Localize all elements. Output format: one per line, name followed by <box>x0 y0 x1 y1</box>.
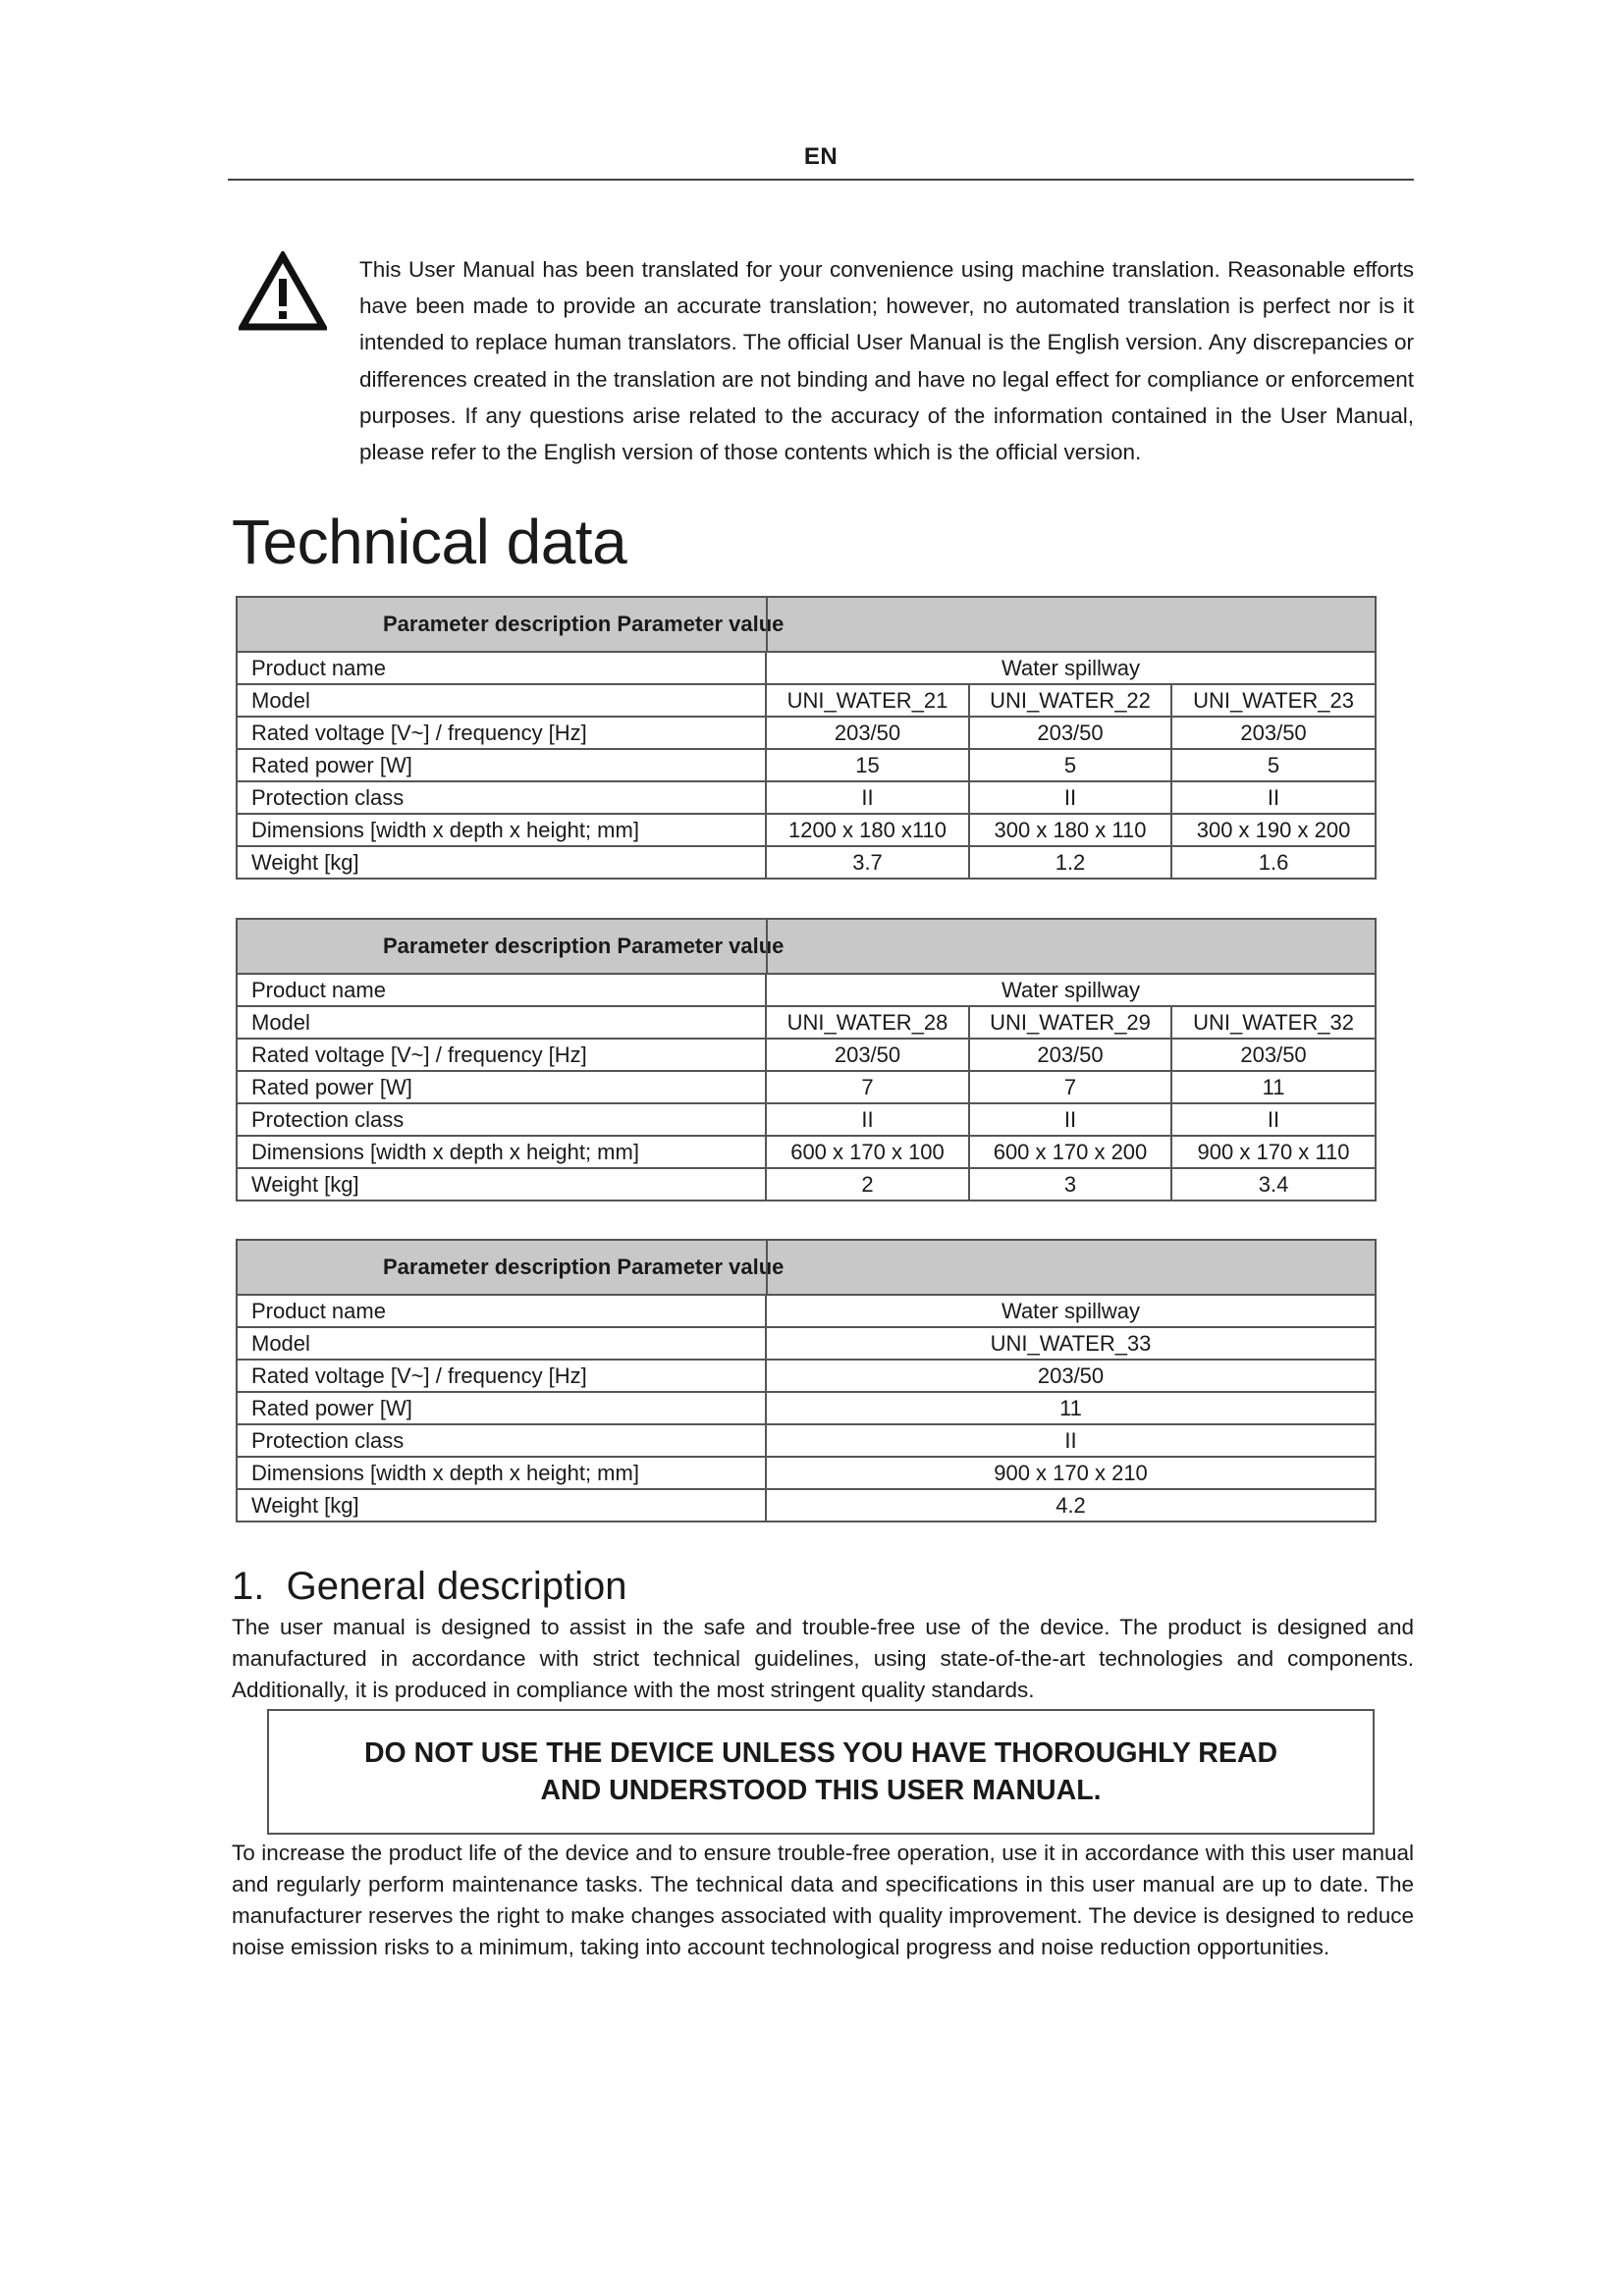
table-row <box>237 717 1376 749</box>
product-name-value: Water spillway <box>766 974 1376 1006</box>
row-label-dimensions: Dimensions [width x depth x height; mm] <box>237 814 766 846</box>
warning-triangle-icon <box>239 251 327 332</box>
dimensions-value: 300 x 190 x 200 <box>1171 814 1376 846</box>
row-label-product-name: Product name <box>237 974 766 1006</box>
product-name-value: Water spillway <box>766 1295 1376 1327</box>
model-value: UNI_WATER_21 <box>766 684 969 717</box>
spec-table-3 <box>236 1239 1377 1522</box>
read-manual-warning-text: DO NOT USE THE DEVICE UNLESS YOU HAVE THOROUGHLY READ AND UNDERSTOOD THIS USER MANUAL. <box>363 1737 1278 1806</box>
model-value: UNI_WATER_28 <box>766 1006 969 1039</box>
table-row <box>237 652 1376 684</box>
row-label-voltage: Rated voltage [V~] / frequency [Hz] <box>237 1039 766 1071</box>
table-row <box>237 1103 1376 1136</box>
row-label-product-name: Product name <box>237 1295 766 1327</box>
product-name-value: Water spillway <box>766 652 1376 684</box>
row-label-power: Rated power [W] <box>237 749 766 781</box>
table-row <box>237 1360 1376 1392</box>
weight-value: 3.7 <box>766 846 969 879</box>
row-label-dimensions: Dimensions [width x depth x height; mm] <box>237 1136 766 1168</box>
row-label-model: Model <box>237 684 766 717</box>
table-row <box>237 1489 1376 1522</box>
language-label: EN <box>803 143 839 170</box>
power-value: 7 <box>969 1071 1171 1103</box>
general-body-paragraph: To increase the product life of the device and to ensure trouble-free operation, use it in accordance with this user manual and regularly perform maintenance tasks. The technical data and specifications in this user manual are up to date. The manufacturer reserves the right to make changes associated with quality improvement. The device is designed to reduce noise emission risks to a minimum, taking into account technological progress and noise reduction opportunities. <box>232 1841 1414 1959</box>
protection-value: II <box>766 781 969 814</box>
voltage-value: 203/50 <box>969 1039 1171 1071</box>
power-value: 5 <box>969 749 1171 781</box>
power-value: 7 <box>766 1071 969 1103</box>
row-label-dimensions: Dimensions [width x depth x height; mm] <box>237 1457 766 1489</box>
protection-value: II <box>969 1103 1171 1136</box>
table-row <box>237 781 1376 814</box>
row-label-protection: Protection class <box>237 1103 766 1136</box>
dimensions-value: 300 x 180 x 110 <box>969 814 1171 846</box>
row-label-weight: Weight [kg] <box>237 1489 766 1522</box>
weight-value: 3 <box>969 1168 1171 1201</box>
table-row <box>237 684 1376 717</box>
row-label-weight: Weight [kg] <box>237 846 766 879</box>
protection-value: II <box>766 1424 1376 1457</box>
table-row <box>237 974 1376 1006</box>
translation-notice: This User Manual has been translated for your convenience using machine translation. Reasonable efforts have been made to provide an accurate translation; however, no automated translation is perfect nor is it intended to replace human translators. The official User Manual is the English version. Any discrepancies or differences created in the translation are not binding and have no legal effect for compliance or enforcement purposes. If any questions arise related to the accuracy of the information contained in the User Manual, please refer to the English version of those contents which is the official version. <box>359 257 1414 465</box>
table-row <box>237 1295 1376 1327</box>
table-row <box>237 1006 1376 1039</box>
table-row <box>237 1424 1376 1457</box>
protection-value: II <box>1171 781 1376 814</box>
power-value: 11 <box>1171 1071 1376 1103</box>
read-manual-warning-box <box>267 1709 1375 1835</box>
row-label-product-name: Product name <box>237 652 766 684</box>
spec-table-2 <box>236 918 1377 1201</box>
table-header: Parameter description Parameter value <box>237 919 1376 974</box>
power-value: 5 <box>1171 749 1376 781</box>
dimensions-value: 1200 x 180 x110 <box>766 814 969 846</box>
spec-table-1 <box>236 596 1377 880</box>
row-label-voltage: Rated voltage [V~] / frequency [Hz] <box>237 717 766 749</box>
protection-value: II <box>969 781 1171 814</box>
table-row <box>237 846 1376 879</box>
row-label-model: Model <box>237 1327 766 1360</box>
row-label-voltage: Rated voltage [V~] / frequency [Hz] <box>237 1360 766 1392</box>
voltage-value: 203/50 <box>766 1360 1376 1392</box>
table-row <box>237 1071 1376 1103</box>
table-header: Parameter description Parameter value <box>237 1240 1376 1295</box>
model-value: UNI_WATER_29 <box>969 1006 1171 1039</box>
model-value: UNI_WATER_23 <box>1171 684 1376 717</box>
general-intro-paragraph: The user manual is designed to assist in the safe and trouble-free use of the device. The product is designed and manufactured in accordance with strict technical guidelines, using state-of-the-art technologies and components. Additionally, it is produced in compliance with the most stringent quality standards. <box>232 1615 1414 1702</box>
table-row <box>237 1392 1376 1424</box>
row-label-weight: Weight [kg] <box>237 1168 766 1201</box>
voltage-value: 203/50 <box>766 717 969 749</box>
dimensions-value: 900 x 170 x 210 <box>766 1457 1376 1489</box>
table-row <box>237 1136 1376 1168</box>
weight-value: 4.2 <box>766 1489 1376 1522</box>
table-row <box>237 1457 1376 1489</box>
dimensions-value: 900 x 170 x 110 <box>1171 1136 1376 1168</box>
table-row <box>237 1327 1376 1360</box>
dimensions-value: 600 x 170 x 200 <box>969 1136 1171 1168</box>
weight-value: 2 <box>766 1168 969 1201</box>
row-label-power: Rated power [W] <box>237 1071 766 1103</box>
protection-value: II <box>1171 1103 1376 1136</box>
voltage-value: 203/50 <box>1171 717 1376 749</box>
dimensions-value: 600 x 170 x 100 <box>766 1136 969 1168</box>
weight-value: 1.2 <box>969 846 1171 879</box>
model-value: UNI_WATER_33 <box>766 1327 1376 1360</box>
power-value: 15 <box>766 749 969 781</box>
voltage-value: 203/50 <box>969 717 1171 749</box>
header-rule <box>228 179 1414 181</box>
row-label-protection: Protection class <box>237 1424 766 1457</box>
protection-value: II <box>766 1103 969 1136</box>
table-header: Parameter description Parameter value <box>237 597 1376 652</box>
row-label-power: Rated power [W] <box>237 1392 766 1424</box>
voltage-value: 203/50 <box>1171 1039 1376 1071</box>
table-row <box>237 1168 1376 1201</box>
model-value: UNI_WATER_22 <box>969 684 1171 717</box>
row-label-model: Model <box>237 1006 766 1039</box>
power-value: 11 <box>766 1392 1376 1424</box>
table-row <box>237 749 1376 781</box>
model-value: UNI_WATER_32 <box>1171 1006 1376 1039</box>
page-title: Technical data <box>232 507 627 577</box>
table-row <box>237 814 1376 846</box>
weight-value: 3.4 <box>1171 1168 1376 1201</box>
weight-value: 1.6 <box>1171 846 1376 879</box>
voltage-value: 203/50 <box>766 1039 969 1071</box>
section-heading-general-description: 1. General description <box>232 1565 627 1608</box>
table-row <box>237 1039 1376 1071</box>
row-label-protection: Protection class <box>237 781 766 814</box>
